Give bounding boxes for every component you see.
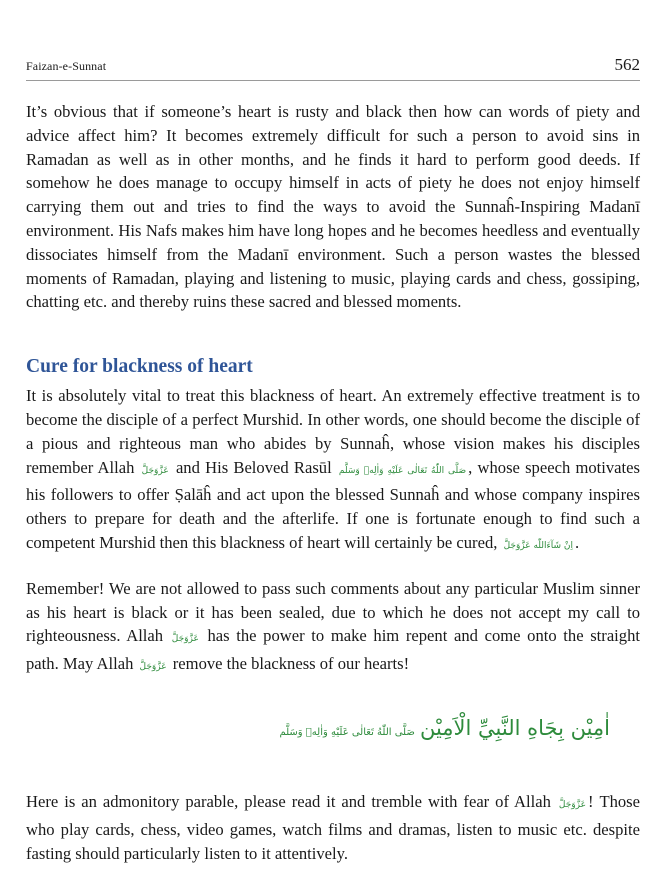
paragraph-2-text-3: , whose speech motivates his followers to offer Ṣalāĥ and act upon the blessed Sunnaĥ and whose company inspires others to prepare for death and the afterlife. If one is fortunate enough to find such a competent Murshid then this blackness of heart will certainly be cured,	[26, 457, 640, 552]
paragraph-2-text-4: .	[575, 532, 580, 552]
paragraph-4-text-2: ! Those who play cards, chess, video games, watch films and dramas, listen to music etc. despite fasting should particularly listen to it attentively.	[26, 791, 640, 863]
paragraph-4-text-1: Here is an admonitory parable, please read it and tremble with fear of Allah	[26, 791, 551, 811]
arabic-azza-wa-jal: عَزَّوَجَلَّ	[141, 465, 169, 476]
page-body	[26, 100, 640, 865]
paragraph-4	[26, 790, 640, 865]
paragraph-3-text-1: Remember! We are not allowed to pass such comments about any particular Muslim sinner as his heart is black or it has been sealed, due to which he does not accept my call to righteousness. Allah	[26, 578, 640, 646]
paragraph-1: It’s obvious that if someone’s heart is rusty and black then how can words of piety and advice affect him? It becomes extremely difficult for such a person to avoid sins in Ramadan as well as in other months, and he finds it hard to perform good deeds. If somehow he does manage to occupy himself in acts of piety he does not enjoy himself carrying them out and tries to find the ways to avoid the Sunnaĥ-Inspiring Madanī environment. His Nafs makes him have long hopes and he becomes heedless and eventually dissociates himself from the Madanī environment. Such a person wastes the blessed moments of Ramadan, playing and listening to music, playing cards and chess, gossiping, chatting etc. and thereby ruins these sacred and blessed moments.	[26, 102, 640, 312]
book-title: Faizan-e-Sunnat	[26, 59, 107, 73]
arabic-salawat: صَلَّى اللّٰهُ تَعَالٰى عَلَيْهِ وَاٰلِهٖ وَسَلَّم	[338, 465, 467, 476]
arabic-azza-wa-jal: عَزَّوَجَلَّ	[558, 799, 586, 810]
paragraph-2-text-1: It is absolutely vital to treat this blackness of heart. An extremely effective treatment is to become the disciple of a perfect Murshid. In other words, one should become the disciple of a pious and righteous man who abides by Sunnaĥ, whose vision makes his disciples remember Allah	[26, 386, 640, 477]
dua-salawat: صَلَّى اللّٰهُ تَعَالٰى عَلَيْهِ وَاٰلِهٖ وَسَلَّم	[279, 726, 415, 738]
paragraph-3-text-3: remove the blackness of our hearts!	[172, 654, 410, 674]
arabic-azza-wa-jal: عَزَّوَجَلَّ	[139, 662, 167, 673]
paragraph-2	[26, 384, 640, 559]
page-number: 562	[614, 55, 640, 74]
dua-line	[26, 716, 610, 740]
paragraph-2-text-2: and His Beloved Rasūl	[175, 457, 332, 477]
paragraph-3-text-2: has the power to make him repent and come onto the straight path. May Allah	[26, 626, 640, 674]
arabic-insha-allah: اِنْ شَآءَاللّٰه عَزَّوَجَلَّ	[503, 540, 574, 551]
running-header	[26, 54, 640, 81]
paragraph-3	[26, 577, 640, 680]
dua-ameen: اٰمِيْن بِجَاهِ النَّبِيِّ الْاَمِيْن	[419, 715, 610, 740]
arabic-azza-wa-jal: عَزَّوَجَلَّ	[171, 634, 199, 645]
section-heading: Cure for blackness of heart	[26, 356, 253, 378]
